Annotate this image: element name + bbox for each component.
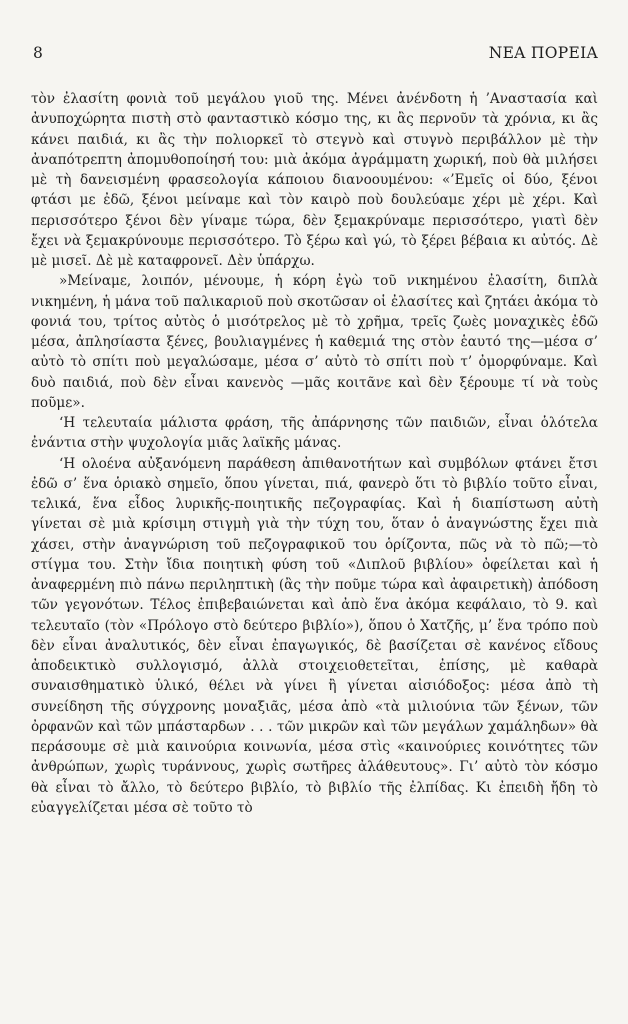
running-header <box>31 44 598 62</box>
paragraph-1: τὸν ἐλασίτη φονιὰ τοῦ μεγάλου γιοῦ της. Μένει ἀνένδοτη ἡ ’Αναστασία καὶ ἀνυποχώρητα πιστὴ στὸ φανταστικὸ κόσμο της, κι ἂς περνοῦν τὰ χρόνια, κι ἂς κάνει παιδιά, κι ἂς τὴν πολιορκεῖ τὸ στεγνὸ καὶ στυγνὸ περιβάλλον μὲ τὴν ἀναπότρεπτη ἀπομυθοποίησή του: μιὰ ἀκόμα ἀγράμματη χωρική, ποὺ θὰ μιλήσει μὲ τὴ δανεισμένη φρασεολογία κάποιου διανοουμένου: «’Εμεῖς οἱ δύο, ξένοι φτάσι με ἐδῶ, ξένοι μείναμε καὶ τὸν καιρὸ ποὺ δουλεύαμε χέρι μὲ χέρι. Καὶ περισσότερο ξένοι δὲν γίναμε τώρα, δὲν ξεμακρύναμε περισσότερο, γιατὶ δὲν ἔχει νὰ ξεμακρύνουμε περισσότερο. Τὸ ξέρω καὶ γώ, τὸ ξέρει βέβαια κι αὐτός. Δὲ μὲ μισεῖ. Δὲ μὲ καταφρονεῖ. Δὲν ὑπάρχω. <box>31 91 598 269</box>
page-number: 8 <box>33 44 44 62</box>
running-title: ΝΕΑ ΠΟΡΕΙΑ <box>488 44 598 62</box>
paragraph-4: ‘Η ολοένα αὐξανόμενη παράθεση ἀπιθανοτήτων καὶ συμβόλων φτάνει ἔτσι ἐδῶ σ’ ἕνα ὁριακὸ σημεῖο, ὅπου γίνεται, πιά, φανερὸ ὅτι τὸ βιβλίο τοῦτο εἶναι, τελικά, ἕνα εἶδος λυρικῆς-ποιητικῆς πεζογραφίας. Καὶ ἡ διαπίστωση αὐτὴ γίνεται σὲ μιὰ κρίσιμη στιγμὴ γιὰ τὴν τύχη του, ὅταν ὁ ἀναγνώστης ἔχει πιὰ χάσει, στὴν ἀναγνώριση τοῦ πεζογραφικοῦ του ὁρίζοντα, πῶς νὰ τὸ πῶ;—τὸ στίγμα του. Στὴν ἴδια ποιητικὴ φύση τοῦ «Διπλοῦ βιβλίου» ὀφείλεται καὶ ἡ ἀναφερμένη πιὸ πάνω περιληπτικὴ (ἂς τὴν ποῦμε τώρα καὶ ἀφαιρετικὴ) ἀπόδοση τῶν γεγονότων. Τέλος ἐπιβεβαιώνεται καὶ ἀπὸ ἕνα ἀκόμα κεφάλαιο, τὸ 9. καὶ τελευταῖο (τὸν «Πρόλογο στὸ δεύτερο βιβλίο»), ὅπου ὁ Χατζῆς, μ’ ἕνα τρόπο ποὺ δὲν εἶναι ἀναλυτικός, δὲν εἶναι ἐπαγωγικός, δὲ βασίζεται σὲ κανένος εἴδους ἀποδεικτικὸ συλλογισμό, ἀλλὰ στοιχειοθετεῖται, ἐπίσης, μὲ καθαρὰ συναισθηματικὸ ὑλικό, θέλει νὰ γίνει ἢ γίνεται αἰσιόδοξος: μέσα ἀπὸ τὴ συνείδηση τῆς σύγχρονης μοναξιᾶς, μέσα ἀπὸ «τὰ μιλιούνια τῶν ξένων, τῶν ὀρφανῶν καὶ τῶν μπάσταρδων . . . τῶν μικρῶν καὶ τῶν μεγάλων χαμάληδων» θὰ περάσουμε σὲ μιὰ καινούρια κοινωνία, μέσα στὶς «καινούριες κοινότητες τῶν ἀνθρώπων, χωρὶς τυράννους, χωρὶς σωτῆρες ἀλάθευτους». Γι’ αὐτὸ τὸν κόσμο θὰ εἶναι τὸ ἄλλο, τὸ δεύτερο βιβλίο, τὸ βιβλίο τῆς ἐλπίδας. Κι ἐπειδὴ ἤδη τὸ εὐαγγελίζεται μέσα σὲ τοῦτο τὸ <box>31 455 598 816</box>
paragraph-3: ‘Η τελευταία μάλιστα φράση, τῆς ἀπάρνησης τῶν παιδιῶν, εἶναι ὁλότελα ἐνάντια στὴν ψυχολογία μιᾶς λαϊκῆς μάνας. <box>31 415 598 452</box>
paragraph-2: »Μείναμε, λοιπόν, μένουμε, ἡ κόρη ἐγὼ τοῦ νικημένου ἐλασίτη, διπλὰ νικημένη, ἡ μάνα τοῦ παλικαριοῦ ποὺ σκοτῶσαν οἱ ἐλασίτες καὶ ζητάει ἀκόμα τὸ φονιά του, τρίτος αὐτὸς ὁ μισότρελος μὲ τὸ χρῆμα, τρεῖς ζωὲς μοναχικὲς ἐδῶ μέσα, ἀπλησίαστα ξένες, βουλιαγμένες ἡ καθεμιά της στὸν ἑαυτό της—μέσα σ’ αὐτὸ τὸ σπίτι ποὺ μεγαλώσαμε, μέσα σ’ αὐτὸ τὸ σπίτι ποὺ τ’ ὀμορφύναμε. Καὶ δυὸ παιδιά, ποὺ δὲν εἶναι κανενὸς —μᾶς κοιτᾶνε καὶ δὲν ξέρουμε τί νὰ τοὺς ποῦμε». <box>31 273 598 411</box>
body-text <box>31 89 598 818</box>
